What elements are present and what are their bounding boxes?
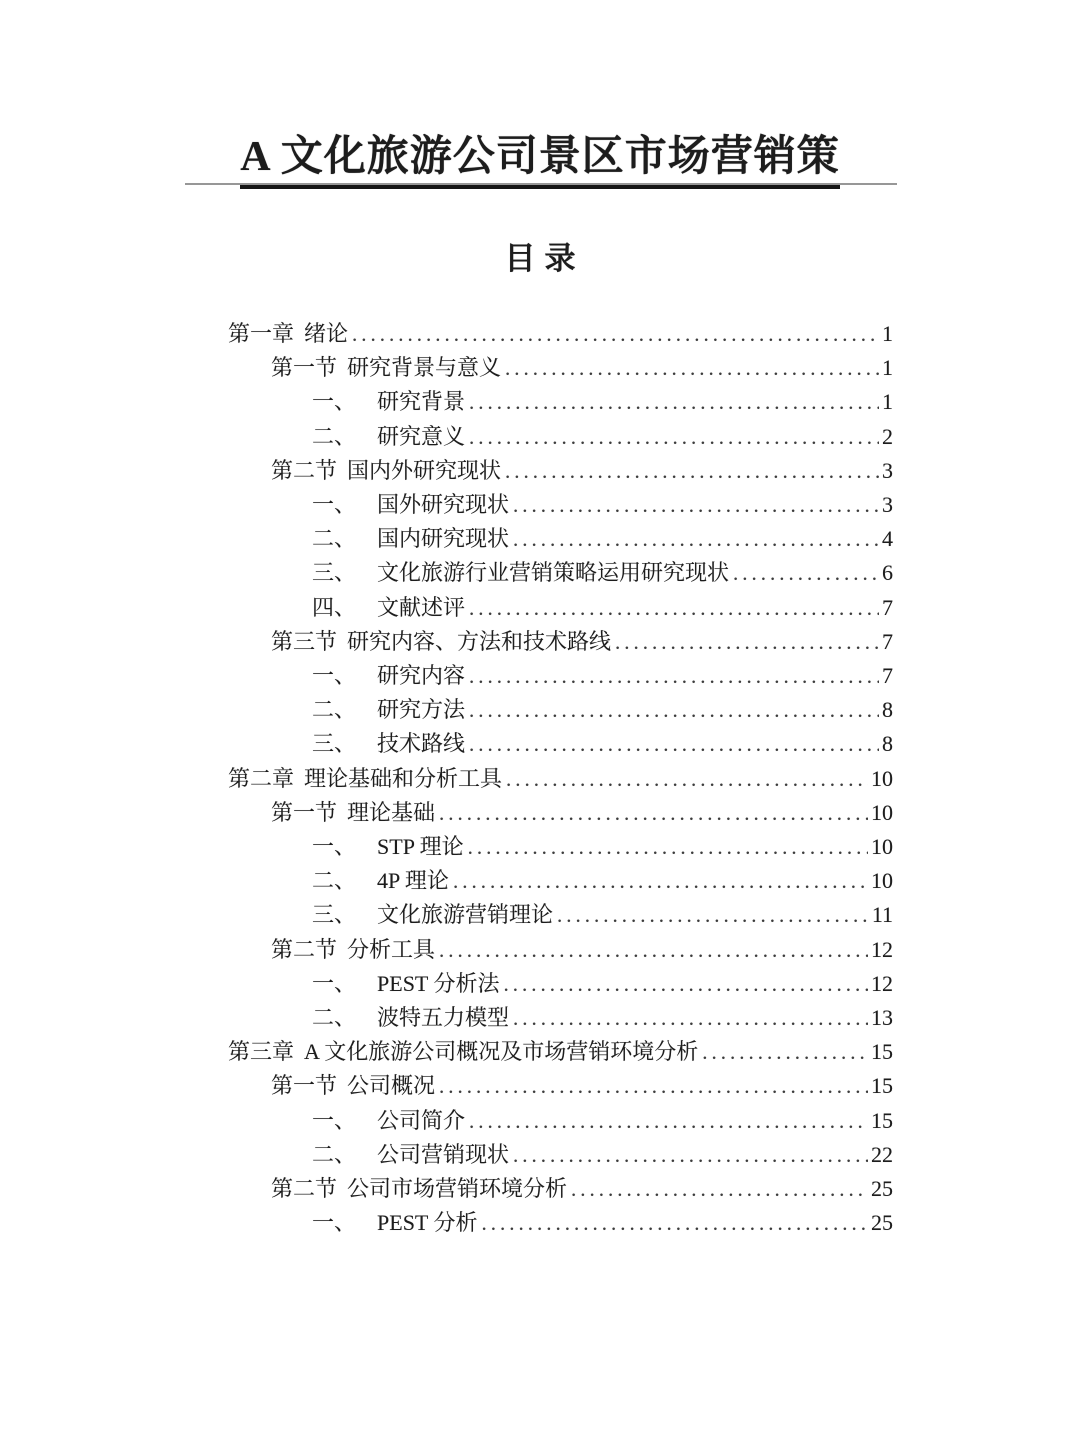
toc-leader-dots [505, 454, 879, 488]
toc-entry-title: 理论基础 [347, 799, 436, 825]
toc-page-number: 10 [871, 765, 893, 791]
toc-entry-title: STP 理论 [377, 834, 464, 860]
toc-entry [228, 1104, 893, 1138]
toc-entry [228, 351, 893, 385]
toc-entry-number: 第二节 [271, 936, 338, 962]
toc-page-number: 3 [882, 492, 893, 518]
toc-leader-dots [513, 1001, 868, 1035]
toc-leader-dots [469, 693, 879, 727]
toc-page-number: 7 [882, 628, 893, 654]
toc-entry-number: 二、 [312, 423, 357, 449]
toc-page-number: 3 [882, 457, 893, 483]
toc-entry-title: 公司营销现状 [377, 1141, 510, 1167]
toc-entry [228, 693, 893, 727]
toc-entry-title: 研究背景与意义 [347, 355, 502, 381]
toc-entry [228, 796, 893, 830]
toc-page-number: 1 [882, 321, 893, 346]
toc-entry-title: 研究方法 [377, 697, 466, 723]
toc-entry [228, 488, 893, 522]
toc-page-number: 13 [871, 1005, 893, 1031]
toc-entry-title: 4P 理论 [377, 868, 449, 894]
toc-entry-title: 研究内容 [377, 663, 466, 689]
toc-leader-dots [439, 933, 868, 967]
document-title-text: A 文化旅游公司景区市场营销策 [240, 123, 840, 189]
toc-entry [228, 591, 893, 625]
toc-entry-number: 一、 [312, 834, 357, 860]
toc-entry-number: 二、 [312, 1141, 357, 1167]
toc-leader-dots [469, 385, 879, 419]
toc-leader-dots [513, 1138, 868, 1172]
toc-entry-number: 一、 [312, 1210, 357, 1236]
toc-entry-number: 第二节 [271, 1176, 338, 1202]
toc-page-number: 25 [871, 1210, 893, 1236]
toc-entry [228, 1035, 893, 1069]
toc-entry [228, 625, 893, 659]
toc-page-number: 22 [871, 1141, 893, 1167]
toc-page-number: 11 [871, 902, 893, 928]
toc-entry [228, 317, 893, 351]
toc-leader-dots [439, 796, 868, 830]
toc-entry-title: 国内研究现状 [377, 526, 510, 552]
toc-entry-title: 公司简介 [377, 1107, 466, 1133]
toc-leader-dots [439, 1069, 868, 1103]
toc-page-number: 7 [882, 594, 893, 620]
toc-entry [228, 1206, 893, 1240]
toc-entry-number: 三、 [312, 902, 357, 928]
toc-entry-number: 第三章 [228, 1039, 295, 1065]
toc-entry-title: PEST 分析法 [377, 970, 500, 996]
toc-leader-dots [505, 351, 879, 385]
toc-entry-title: 国外研究现状 [377, 492, 510, 518]
toc-page-number: 1 [882, 389, 893, 415]
toc-entry [228, 522, 893, 556]
toc-entry [228, 1172, 893, 1206]
toc-entry-title: 国内外研究现状 [347, 457, 502, 483]
toc-entry [228, 898, 893, 932]
toc-page-number: 7 [882, 663, 893, 689]
toc-leader-dots [506, 762, 868, 796]
toc-page-number: 25 [871, 1176, 893, 1202]
toc-entry [228, 830, 893, 864]
toc-list [228, 317, 893, 1240]
toc-leader-dots [513, 488, 879, 522]
toc-page-number: 12 [871, 936, 893, 962]
toc-page-number: 12 [871, 970, 893, 996]
toc-leader-dots [469, 1104, 868, 1138]
toc-leader-dots [352, 317, 879, 351]
toc-leader-dots [469, 659, 879, 693]
toc-entry-title: 波特五力模型 [377, 1005, 510, 1031]
toc-entry-title: 分析工具 [347, 936, 436, 962]
toc-entry-number: 三、 [312, 731, 357, 757]
toc-entry-title: 文献述评 [377, 594, 466, 620]
toc-page-number: 10 [871, 868, 893, 894]
toc-entry-number: 第一节 [271, 1073, 338, 1099]
toc-leader-dots [571, 1172, 868, 1206]
toc-entry-title: A 文化旅游公司概况及市场营销环境分析 [304, 1039, 699, 1065]
toc-page-number: 8 [882, 731, 893, 757]
toc-entry-title: 理论基础和分析工具 [304, 765, 503, 791]
toc-entry-number: 一、 [312, 970, 357, 996]
toc-entry-title: 研究内容、方法和技术路线 [347, 628, 612, 654]
title-horizontal-rule [185, 183, 897, 185]
toc-entry-number: 第一章 [228, 321, 295, 346]
document-title [0, 123, 1080, 189]
toc-entry [228, 727, 893, 761]
toc-page-number: 8 [882, 697, 893, 723]
toc-entry [228, 1138, 893, 1172]
toc-leader-dots [702, 1035, 868, 1069]
toc-entry [228, 762, 893, 796]
toc-entry-number: 第三节 [271, 628, 338, 654]
toc-entry-title: 文化旅游行业营销策略运用研究现状 [377, 560, 730, 586]
toc-leader-dots [469, 591, 879, 625]
toc-leader-dots [557, 898, 869, 932]
toc-page-number: 1 [882, 355, 893, 381]
toc-entry-number: 二、 [312, 1005, 357, 1031]
toc-leader-dots [453, 864, 868, 898]
toc-page-number: 6 [882, 560, 893, 586]
toc-entry-title: 公司概况 [347, 1073, 436, 1099]
toc-entry-number: 二、 [312, 526, 357, 552]
toc-entry-title: 文化旅游营销理论 [377, 902, 554, 928]
toc-entry-number: 第一节 [271, 355, 338, 381]
toc-entry [228, 933, 893, 967]
toc-entry [228, 1069, 893, 1103]
toc-leader-dots [469, 727, 879, 761]
toc-page-number: 15 [871, 1107, 893, 1133]
toc-entry [228, 1001, 893, 1035]
toc-entry-title: PEST 分析 [377, 1210, 478, 1236]
toc-entry-title: 绪论 [304, 321, 349, 346]
toc-page-number: 4 [882, 526, 893, 552]
toc-entry-number: 第二节 [271, 457, 338, 483]
toc-entry [228, 454, 893, 488]
toc-entry [228, 659, 893, 693]
toc-entry-title: 技术路线 [377, 731, 466, 757]
toc-page-number: 10 [871, 799, 893, 825]
toc-entry [228, 420, 893, 454]
toc-entry-title: 公司市场营销环境分析 [347, 1176, 568, 1202]
toc-entry [228, 967, 893, 1001]
toc-page-number: 15 [871, 1039, 893, 1065]
toc-leader-dots [468, 830, 868, 864]
toc-entry-number: 一、 [312, 389, 357, 415]
toc-leader-dots [469, 420, 879, 454]
toc-leader-dots [481, 1206, 868, 1240]
toc-entry [228, 385, 893, 419]
toc-entry-number: 第二章 [228, 765, 295, 791]
toc-entry-title: 研究背景 [377, 389, 466, 415]
toc-page-number: 15 [871, 1073, 893, 1099]
toc-page-number: 10 [871, 834, 893, 860]
toc-entry-number: 一、 [312, 1107, 357, 1133]
toc-entry-number: 第一节 [271, 799, 338, 825]
toc-entry [228, 864, 893, 898]
toc-entry-number: 四、 [312, 594, 357, 620]
toc-page-number: 2 [882, 423, 893, 449]
toc-leader-dots [615, 625, 879, 659]
toc-heading: 目录 [504, 241, 585, 276]
toc-entry-number: 二、 [312, 697, 357, 723]
toc-leader-dots [513, 522, 879, 556]
toc-entry [228, 556, 893, 590]
toc-entry-number: 一、 [312, 492, 357, 518]
toc-entry-number: 二、 [312, 868, 357, 894]
toc-leader-dots [503, 967, 868, 1001]
toc-entry-number: 一、 [312, 663, 357, 689]
toc-leader-dots [733, 556, 879, 590]
toc-entry-title: 研究意义 [377, 423, 466, 449]
toc-entry-number: 三、 [312, 560, 357, 586]
